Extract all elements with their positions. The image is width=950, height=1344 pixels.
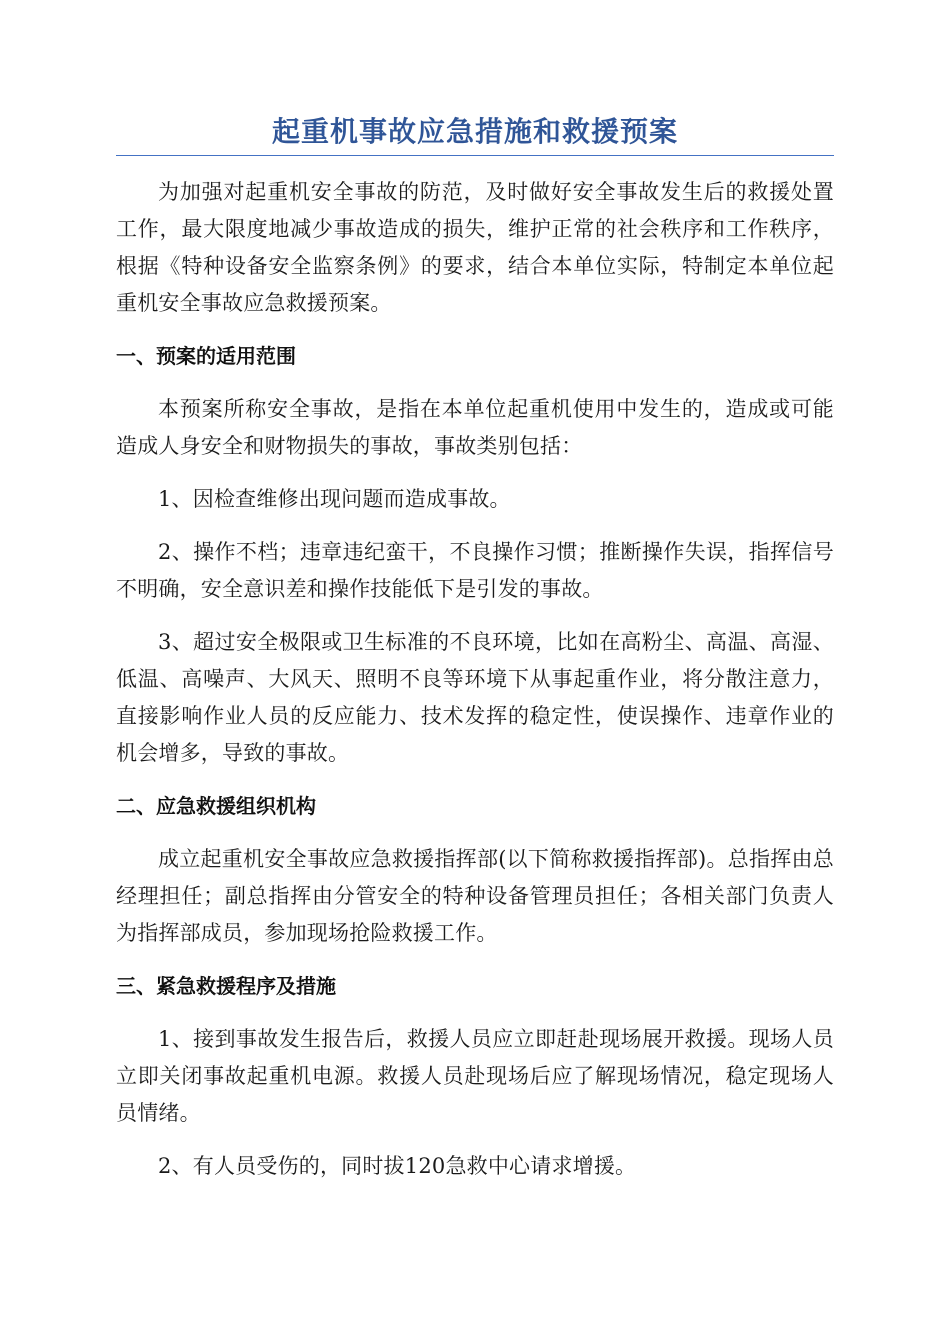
section-scope: [116, 338, 834, 772]
section-paragraph: 2、操作不档；违章违纪蛮干，不良操作习惯；推断操作失误，指挥信号不明确，安全意识差和操作技能低下是引发的事故。: [116, 540, 834, 601]
section-organization: [116, 788, 834, 952]
document-page: [116, 112, 834, 1201]
intro-paragraph: 为加强对起重机安全事故的防范，及时做好安全事故发生后的救援处置工作，最大限度地减少事故造成的损失，维护正常的社会秩序和工作秩序，根据《特种设备安全监察条例》的要求，结合本单位实际，特制定本单位起重机安全事故应急救援预案。: [116, 180, 834, 315]
section-heading: 二、应急救援组织机构: [116, 794, 316, 818]
section-paragraph: 本预案所称安全事故，是指在本单位起重机使用中发生的，造成或可能造成人身安全和财物损失的事故，事故类别包括：: [116, 397, 834, 458]
title-underline: [116, 155, 834, 156]
section-paragraph: 成立起重机安全事故应急救援指挥部(以下简称救援指挥部)。总指挥由总经理担任；副总指挥由分管安全的特种设备管理员担任；各相关部门负责人为指挥部成员，参加现场抢险救援工作。: [116, 847, 834, 945]
section-paragraph: 1、因检查维修出现问题而造成事故。: [158, 487, 511, 511]
section-procedures: [116, 968, 834, 1185]
section-heading: 一、预案的适用范围: [116, 344, 296, 368]
section-paragraph: 2、有人员受伤的，同时拔120急救中心请求增援。: [158, 1154, 637, 1178]
document-title: 起重机事故应急措施和救援预案: [271, 115, 678, 148]
section-paragraph: 1、接到事故发生报告后，救援人员应立即赶赴现场展开救援。现场人员立即关闭事故起重机电源。救援人员赴现场后应了解现场情况，稳定现场人员情绪。: [116, 1027, 834, 1125]
section-paragraph: 3、超过安全极限或卫生标准的不良环境，比如在高粉尘、高温、高湿、低温、高噪声、大风天、照明不良等环境下从事起重作业，将分散注意力，直接影响作业人员的反应能力、技术发挥的稳定性，使误操作、违章作业的机会增多，导致的事故。: [116, 630, 834, 765]
section-heading: 三、紧急救援程序及措施: [116, 974, 336, 998]
